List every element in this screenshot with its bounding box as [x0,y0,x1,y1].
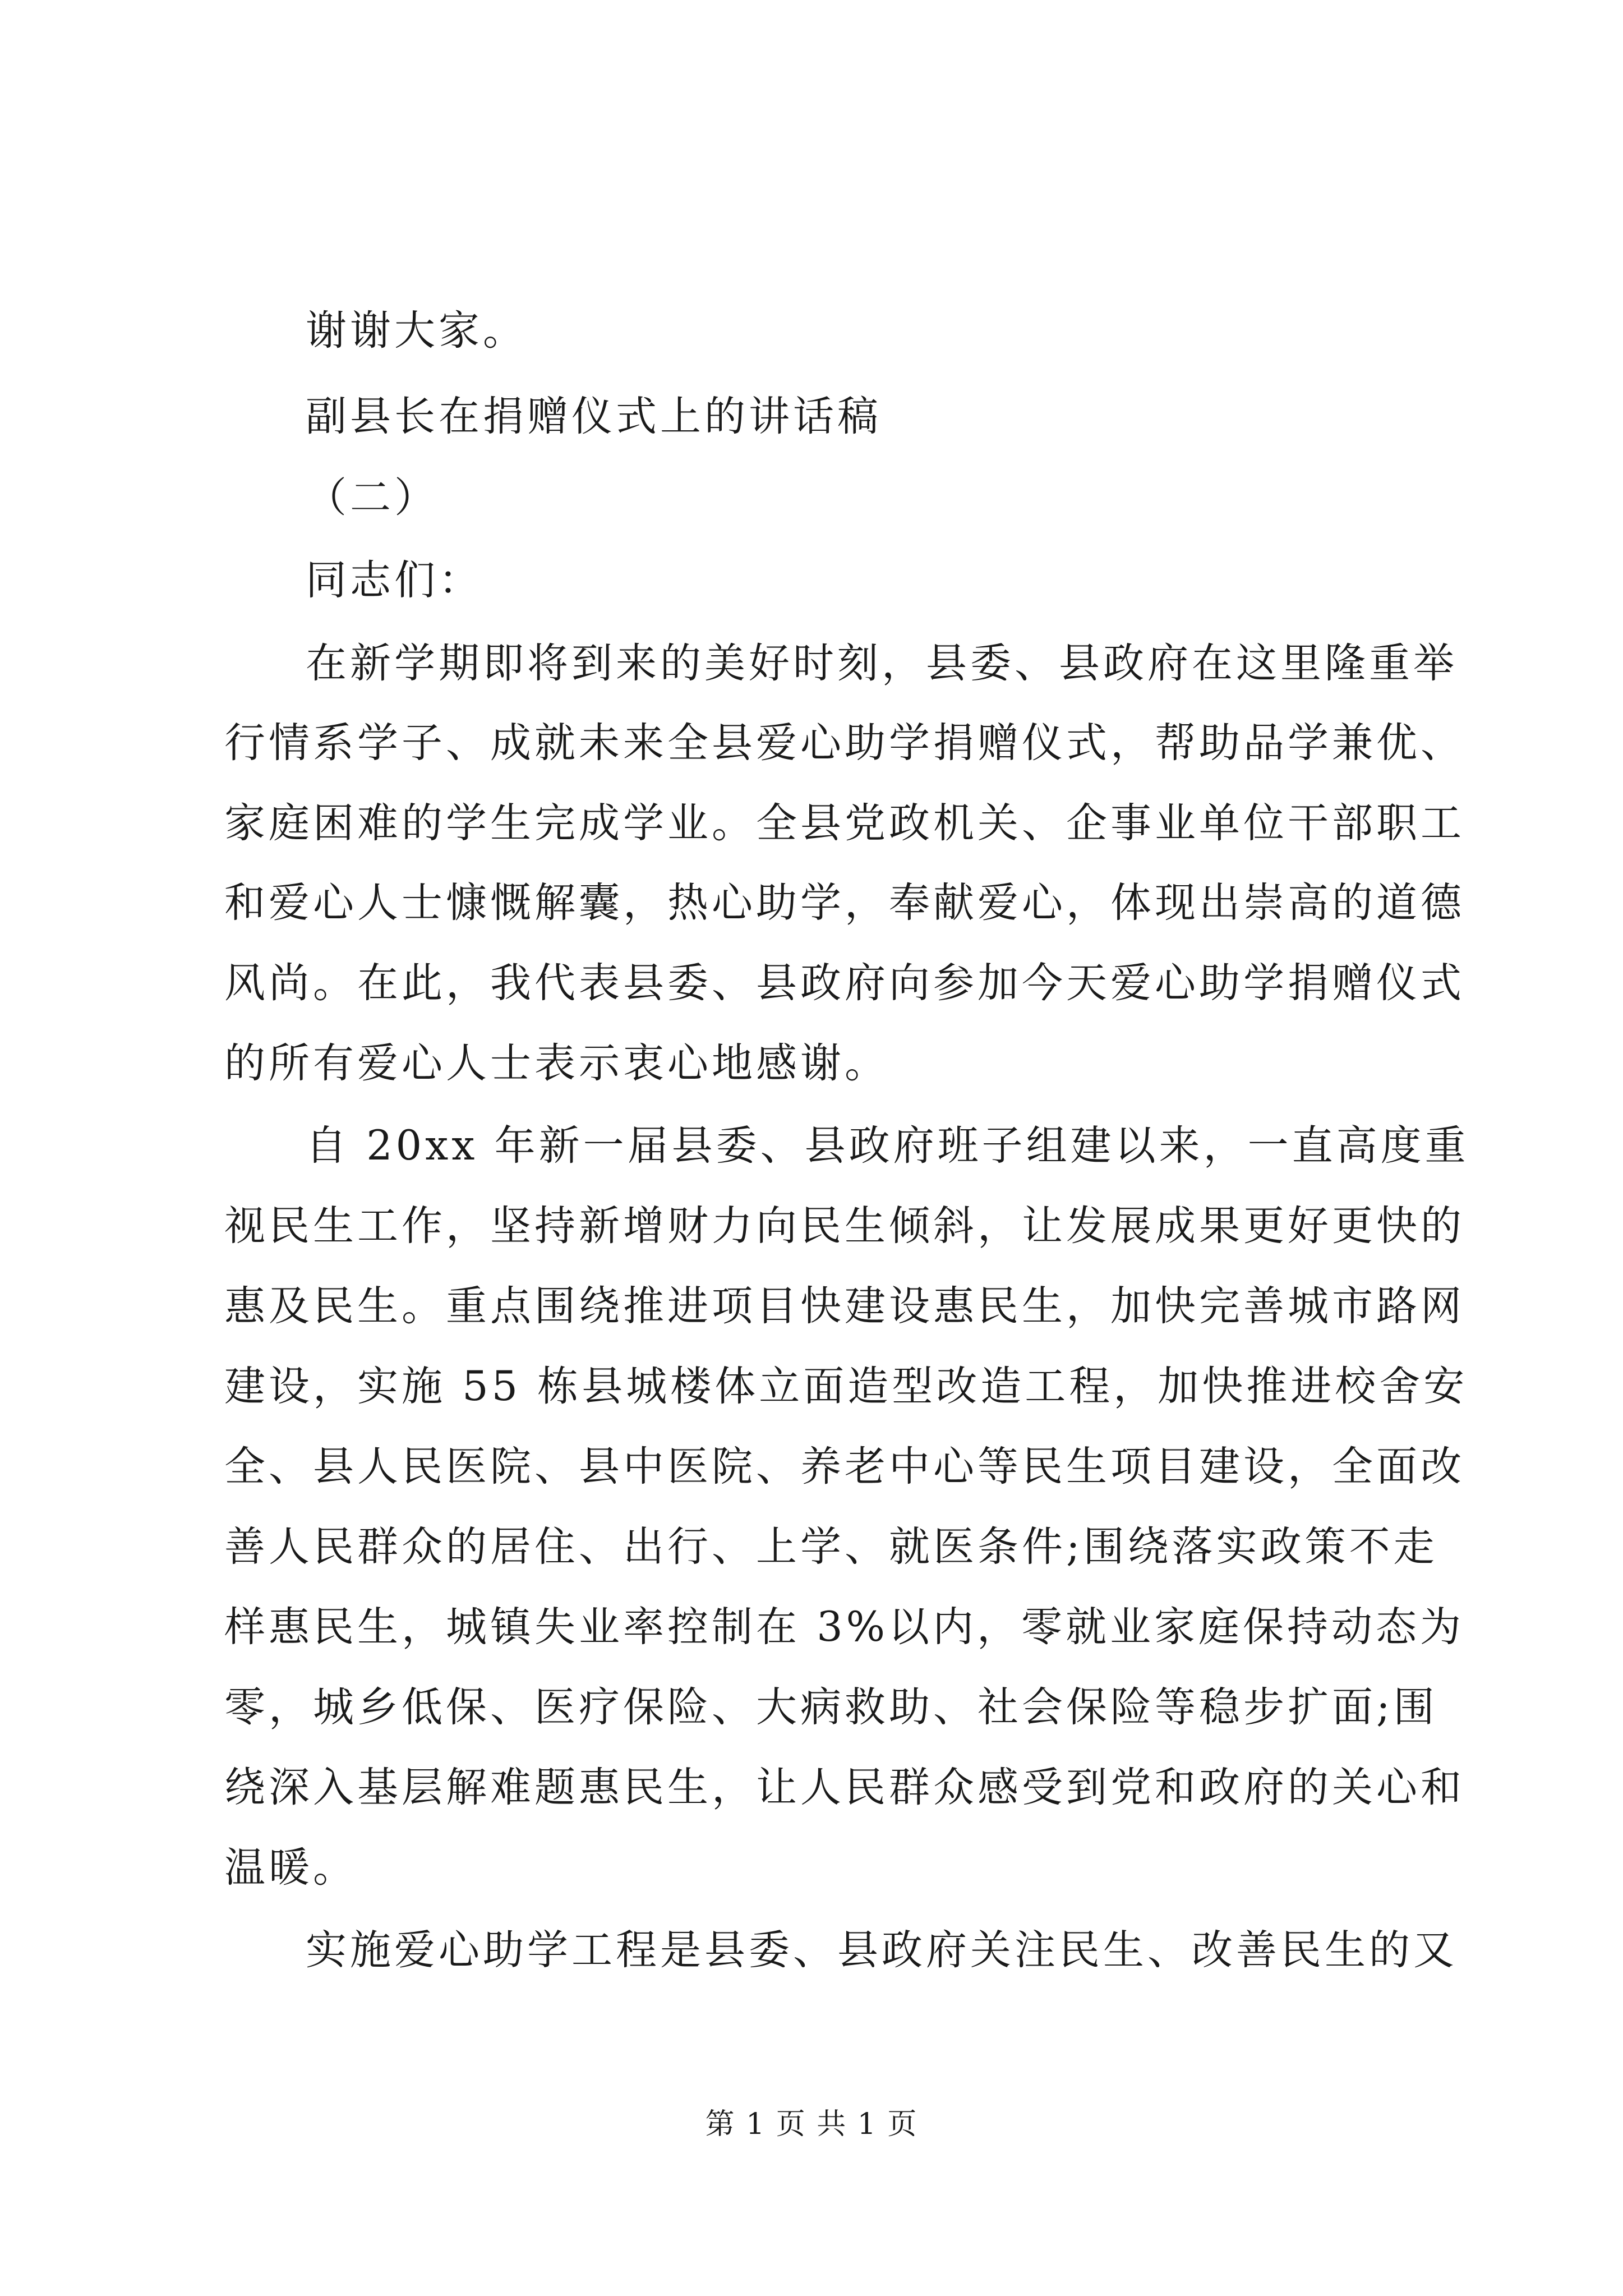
paragraph1-line-5: 风尚。在此，我代表县委、县政府向参加今天爱心助学捐赠仪式 [224,959,1465,1007]
paragraph1-line-6: 的所有爱心人士表示衷心地感谢。 [224,1039,889,1087]
paragraph1-line-2: 行情系学子、成就未来全县爱心助学捐赠仪式，帮助品学兼优、 [224,719,1465,767]
paragraph2-line-4: 建设，实施 55 栋县城楼体立面造型改造工程，加快推进校舍安 [224,1363,1468,1410]
paragraph2-line-10: 温暖。 [224,1844,357,1892]
paragraph2-line-3: 惠及民生。重点围绕推进项目快建设惠民生，加快完善城市路网 [224,1282,1465,1330]
paragraph1-line-4: 和爱心人士慷慨解囊，热心助学，奉献爱心，体现出崇高的道德 [224,879,1465,927]
paragraph2-line-6: 善人民群众的居住、出行、上学、就医条件;围绕落实政策不走 [224,1523,1438,1571]
paragraph2-line-7: 样惠民生，城镇失业率控制在 3%以内，零就业家庭保持动态为 [224,1603,1465,1651]
paragraph2-line-2: 视民生工作，坚持新增财力向民生倾斜，让发展成果更好更快的 [224,1202,1465,1250]
paragraph2-line-5: 全、县人民医院、县中医院、养老中心等民生项目建设，全面改 [224,1443,1465,1490]
paragraph1-line-3: 家庭困难的学生完成学业。全县党政机关、企事业单位干部职工 [224,799,1465,847]
closing-line: 谢谢大家。 [306,307,527,355]
section-number: （二） [306,474,439,522]
paragraph3-line-1: 实施爱心助学工程是县委、县政府关注民生、改善民生的又 [306,1926,1458,1974]
paragraph2-line-9: 绕深入基层解难题惠民生，让人民群众感受到党和政府的关心和 [224,1764,1465,1811]
salutation: 同志们： [306,556,483,604]
document-title: 副县长在捐赠仪式上的讲话稿 [306,393,882,440]
paragraph1-line-1: 在新学期即将到来的美好时刻，县委、县政府在这里隆重举 [306,639,1458,687]
page-footer: 第 1 页 共 1 页 [705,2108,918,2141]
paragraph2-line-1: 自 20xx 年新一届县委、县政府班子组建以来，一直高度重 [306,1122,1469,1170]
paragraph2-line-8: 零，城乡低保、医疗保险、大病救助、社会保险等稳步扩面;围 [224,1683,1438,1731]
